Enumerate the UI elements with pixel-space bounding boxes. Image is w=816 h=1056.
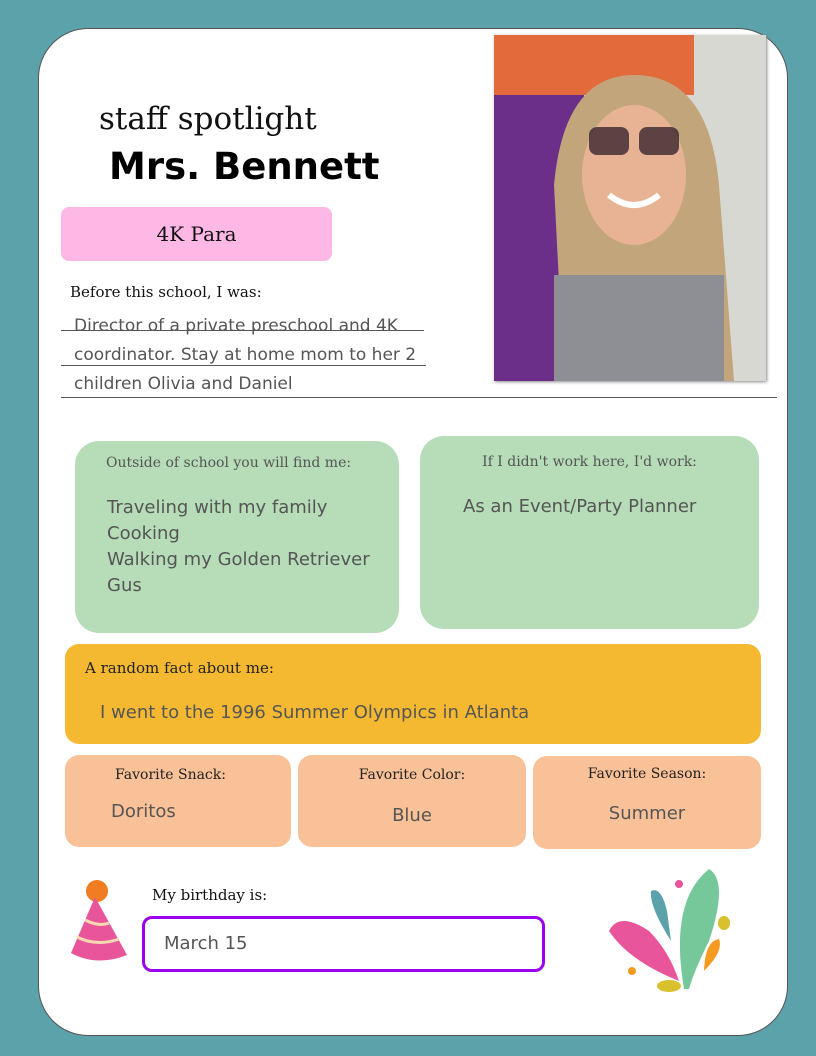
before-line: children Olivia and Daniel [74, 374, 293, 394]
favorite-label: Favorite Snack: [115, 767, 226, 783]
favorite-label: Favorite Season: [587, 766, 707, 782]
staff-photo [494, 35, 766, 381]
favorite-color-box [298, 755, 526, 847]
outside-label: Outside of school you will find me: [106, 455, 352, 471]
fact-value: I went to the 1996 Summer Olympics in Atlanta [100, 702, 530, 723]
before-line: coordinator. Stay at home mom to her 2 [74, 345, 417, 365]
favorite-snack-box [65, 755, 291, 847]
favorite-value: Blue [392, 805, 432, 826]
favorite-season-box [533, 756, 761, 849]
divider [61, 330, 424, 331]
random-fact-box [65, 644, 761, 744]
birthday-label: My birthday is: [152, 886, 268, 904]
outside-item: Gus [107, 575, 142, 596]
outside-item: Cooking [107, 523, 180, 544]
outside-item: Walking my Golden Retriever [107, 549, 370, 570]
outside-school-box [75, 441, 399, 633]
outside-item: Traveling with my family [107, 497, 328, 518]
before-text [74, 312, 416, 399]
favorite-value: Doritos [111, 801, 176, 822]
favorite-label: Favorite Color: [358, 767, 466, 783]
birthday-field: March 15 [142, 916, 545, 972]
before-label: Before this school, I was: [70, 283, 262, 301]
spotlight-card [38, 28, 788, 1036]
before-line: Director of a private preschool and 4K [74, 316, 398, 336]
favorite-value: Summer [608, 803, 686, 824]
work-value: As an Event/Party Planner [463, 496, 697, 517]
work-label: If I didn't work here, I'd work: [482, 454, 697, 470]
fact-label: A random fact about me: [85, 659, 274, 677]
party-hat-icon [67, 875, 133, 969]
staff-name: Mrs. Bennett [109, 145, 380, 188]
alt-work-box [420, 436, 759, 629]
role-badge: 4K Para [61, 207, 332, 261]
subtitle: staff spotlight [99, 101, 317, 137]
divider [61, 397, 777, 398]
confetti-splash-icon [609, 861, 739, 1005]
divider [61, 365, 426, 366]
